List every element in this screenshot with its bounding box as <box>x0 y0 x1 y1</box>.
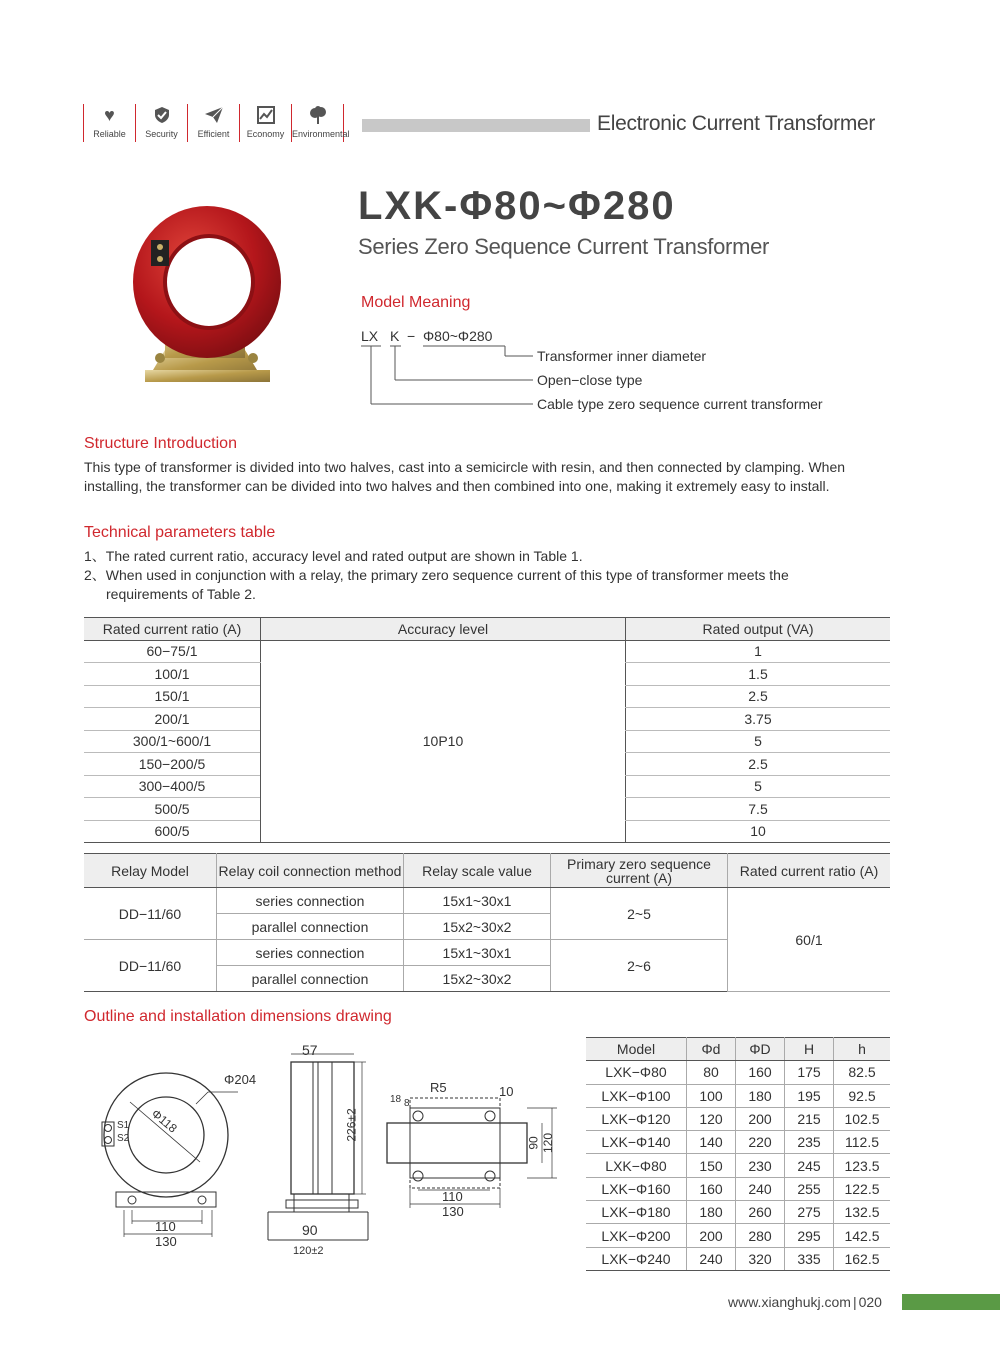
feature-efficient <box>187 104 239 142</box>
dim-110-top: 110 <box>442 1189 463 1204</box>
tech-heading: Technical parameters table <box>84 524 276 541</box>
cell-ratio: 300−400/5 <box>84 775 261 798</box>
product-image <box>125 200 285 405</box>
cell-h: 82.5 <box>834 1061 891 1084</box>
cell-scale: 15x2~30x2 <box>404 966 551 992</box>
table-row <box>586 1061 890 1084</box>
cell-D: 220 <box>736 1131 785 1154</box>
tree-icon <box>308 106 328 127</box>
cell-h: 92.5 <box>834 1084 891 1107</box>
dim-110: 110 <box>155 1219 176 1234</box>
page-number: 020 <box>858 1294 882 1310</box>
cell-output: 2.5 <box>626 685 891 708</box>
cell-H: 215 <box>785 1107 834 1130</box>
feature-icons <box>83 104 350 144</box>
meaning-open-close: Open−close type <box>537 372 643 388</box>
cell-ratio: 150/1 <box>84 685 261 708</box>
cell-d: 240 <box>687 1247 736 1270</box>
cell-h: 142.5 <box>834 1224 891 1247</box>
table-row <box>84 888 890 914</box>
structure-heading: Structure Introduction <box>84 435 237 452</box>
cell-method: parallel connection <box>217 914 404 940</box>
header-title: Electronic Current Transformer <box>597 112 876 135</box>
product-series: Series Zero Sequence Current Transformer <box>358 234 770 259</box>
drawing-front-svg <box>90 1062 270 1257</box>
table-2-header <box>84 854 890 888</box>
code-k: K <box>390 328 400 344</box>
table-row <box>586 1107 890 1130</box>
table-row <box>586 1177 890 1200</box>
footer <box>728 1294 882 1310</box>
cell-model: LXK−Φ100 <box>586 1084 687 1107</box>
table-3-col-model: Model <box>586 1038 687 1061</box>
code-dash: − <box>407 328 416 344</box>
cell-h: 162.5 <box>834 1247 891 1270</box>
table-row <box>586 1247 890 1270</box>
dim-120-side: 120±2 <box>293 1245 324 1257</box>
model-meaning-diagram <box>355 325 885 420</box>
table-3-col-h: h <box>834 1038 891 1061</box>
footer-separator: | <box>852 1294 857 1310</box>
feature-label: Environmental <box>292 129 350 139</box>
cell-D: 180 <box>736 1084 785 1107</box>
cell-h: 132.5 <box>834 1201 891 1224</box>
feature-environmental <box>291 104 350 142</box>
cell-ratio: 150−200/5 <box>84 753 261 776</box>
cell-H: 235 <box>785 1131 834 1154</box>
table-3-header <box>586 1038 890 1061</box>
cell-model: LXK−Φ240 <box>586 1247 687 1270</box>
cell-model: LXK−Φ200 <box>586 1224 687 1247</box>
cell-ratio: 60−75/1 <box>84 640 261 663</box>
cell-output: 1 <box>626 640 891 663</box>
cell-d: 80 <box>687 1061 736 1084</box>
cell-D: 230 <box>736 1154 785 1177</box>
dim-phi-inner: Φ118 <box>148 1106 180 1136</box>
model-meaning-heading: Model Meaning <box>361 294 471 311</box>
table-1-col-ratio: Rated current ratio (A) <box>84 618 261 641</box>
table-3-col-H: H <box>785 1038 834 1061</box>
dim-8: 8 <box>404 1098 410 1109</box>
outline-heading: Outline and installation dimensions drawing <box>84 1008 392 1025</box>
table-row <box>586 1084 890 1107</box>
table-row <box>586 1224 890 1247</box>
table-row <box>586 1154 890 1177</box>
cell-d: 200 <box>687 1224 736 1247</box>
cell-d: 150 <box>687 1154 736 1177</box>
cell-d: 140 <box>687 1131 736 1154</box>
table-row <box>84 640 890 663</box>
heart-icon: ♥ <box>104 105 115 125</box>
table-2-col-method: Relay coil connection method <box>217 854 404 888</box>
feature-security <box>135 104 187 142</box>
cell-ratio: 300/1~600/1 <box>84 730 261 753</box>
dim-120-top: 120 <box>541 1132 556 1154</box>
cell-current: 2~5 <box>551 888 728 940</box>
cell-H: 195 <box>785 1084 834 1107</box>
code-diameter: Φ80~Φ280 <box>423 328 493 344</box>
tech-note-1: 1、The rated current ratio, accuracy level and rated output are shown in Table 1. <box>84 548 583 564</box>
meaning-diameter: Transformer inner diameter <box>537 348 707 364</box>
cell-model: LXK−Φ120 <box>586 1107 687 1130</box>
product-model: LXK-Φ80~Φ280 <box>358 184 676 228</box>
cell-output: 5 <box>626 730 891 753</box>
table-3 <box>586 1037 890 1271</box>
dim-90-side: 90 <box>302 1222 318 1238</box>
table-2-col-ratio: Rated current ratio (A) <box>728 854 891 888</box>
cell-method: series connection <box>217 940 404 966</box>
cell-ratio: 100/1 <box>84 663 261 686</box>
table-1-col-output: Rated output (VA) <box>626 618 891 641</box>
cell-model: LXK−Φ80 <box>586 1061 687 1084</box>
meaning-cable-type: Cable type zero sequence current transformer <box>537 396 823 412</box>
cell-scale: 15x1~30x1 <box>404 940 551 966</box>
cell-D: 320 <box>736 1247 785 1270</box>
cell-H: 275 <box>785 1201 834 1224</box>
cell-ratio: 500/5 <box>84 798 261 821</box>
cell-method: series connection <box>217 888 404 914</box>
drawing-side-svg <box>258 1040 378 1265</box>
table-row <box>586 1131 890 1154</box>
cell-output: 10 <box>626 820 891 843</box>
cell-D: 240 <box>736 1177 785 1200</box>
dim-18: 18 <box>390 1094 402 1105</box>
feature-label: Efficient <box>197 129 230 139</box>
cell-D: 200 <box>736 1107 785 1130</box>
cell-output: 3.75 <box>626 708 891 731</box>
dim-130-top: 130 <box>442 1204 464 1219</box>
drawing-top-view <box>382 1078 567 1228</box>
feature-label: Reliable <box>93 129 126 139</box>
header-bar <box>362 119 590 132</box>
table-1-col-accuracy: Accuracy level <box>261 618 626 641</box>
cell-h: 122.5 <box>834 1177 891 1200</box>
dim-57: 57 <box>302 1042 318 1058</box>
cell-d: 180 <box>687 1201 736 1224</box>
cell-output: 1.5 <box>626 663 891 686</box>
table-2-col-model: Relay Model <box>84 854 217 888</box>
cell-output: 5 <box>626 775 891 798</box>
cell-D: 260 <box>736 1201 785 1224</box>
dim-r5: R5 <box>430 1080 447 1095</box>
code-lx: LX <box>361 328 379 344</box>
cell-h: 112.5 <box>834 1131 891 1154</box>
cell-ratio: 200/1 <box>84 708 261 731</box>
cell-current: 2~6 <box>551 940 728 992</box>
cell-model: LXK−Φ180 <box>586 1201 687 1224</box>
drawing-side-view <box>258 1040 378 1270</box>
cell-D: 160 <box>736 1061 785 1084</box>
chart-icon <box>257 106 275 127</box>
drawing-front-view <box>90 1062 270 1262</box>
table-2 <box>84 853 890 992</box>
cell-model: LXK−Φ80 <box>586 1154 687 1177</box>
tech-note-2-text: 2、When used in conjunction with a relay, the primary zero sequence current of this type of transformer meets the requirements of Table 2. <box>84 567 789 602</box>
cell-H: 255 <box>785 1177 834 1200</box>
cell-output: 2.5 <box>626 753 891 776</box>
paper-plane-icon <box>204 106 224 127</box>
table-2-col-current: Primary zero sequence current (A) <box>551 854 728 888</box>
footer-bar <box>902 1294 1000 1310</box>
feature-reliable <box>83 104 135 142</box>
cell-d: 160 <box>687 1177 736 1200</box>
table-1-header <box>84 618 890 641</box>
dim-90-top: 90 <box>526 1136 541 1150</box>
dim-226: 226±2 <box>344 1108 359 1142</box>
label-s2: S2 <box>117 1133 130 1144</box>
cell-H: 175 <box>785 1061 834 1084</box>
cell-d: 100 <box>687 1084 736 1107</box>
table-row <box>586 1201 890 1224</box>
structure-text: This type of transformer is divided into two halves, cast into a semicircle with resin, and then connected by clamping. When installing, the transformer can be divided into two halves and then combined into one, making it extremely easy to install. <box>84 459 846 494</box>
table-3-col-D: ΦD <box>736 1038 785 1061</box>
dim-130: 130 <box>155 1234 177 1249</box>
dim-phi-outer: Φ204 <box>224 1072 257 1087</box>
cell-ratio: 60/1 <box>728 888 891 992</box>
cell-relay-model: DD−11/60 <box>84 940 217 992</box>
cell-model: LXK−Φ160 <box>586 1177 687 1200</box>
cell-accuracy: 10P10 <box>261 640 626 843</box>
feature-label: Security <box>145 129 178 139</box>
shield-icon <box>153 106 171 127</box>
cell-D: 280 <box>736 1224 785 1247</box>
cell-h: 123.5 <box>834 1154 891 1177</box>
table-3-col-d: Φd <box>687 1038 736 1061</box>
footer-url[interactable]: www.xianghukj.com <box>728 1294 851 1310</box>
dim-10: 10 <box>499 1084 514 1099</box>
tech-note-2 <box>84 566 874 604</box>
cell-relay-model: DD−11/60 <box>84 888 217 940</box>
cell-H: 335 <box>785 1247 834 1270</box>
cell-h: 102.5 <box>834 1107 891 1130</box>
cell-ratio: 600/5 <box>84 820 261 843</box>
table-1 <box>84 617 890 843</box>
cell-model: LXK−Φ140 <box>586 1131 687 1154</box>
cell-H: 295 <box>785 1224 834 1247</box>
cell-output: 7.5 <box>626 798 891 821</box>
feature-economy <box>239 104 291 142</box>
cell-scale: 15x1~30x1 <box>404 888 551 914</box>
label-s1: S1 <box>117 1120 130 1131</box>
cell-scale: 15x2~30x2 <box>404 914 551 940</box>
cell-method: parallel connection <box>217 966 404 992</box>
cell-d: 120 <box>687 1107 736 1130</box>
feature-label: Economy <box>246 129 285 139</box>
table-2-col-scale: Relay scale value <box>404 854 551 888</box>
cell-H: 245 <box>785 1154 834 1177</box>
